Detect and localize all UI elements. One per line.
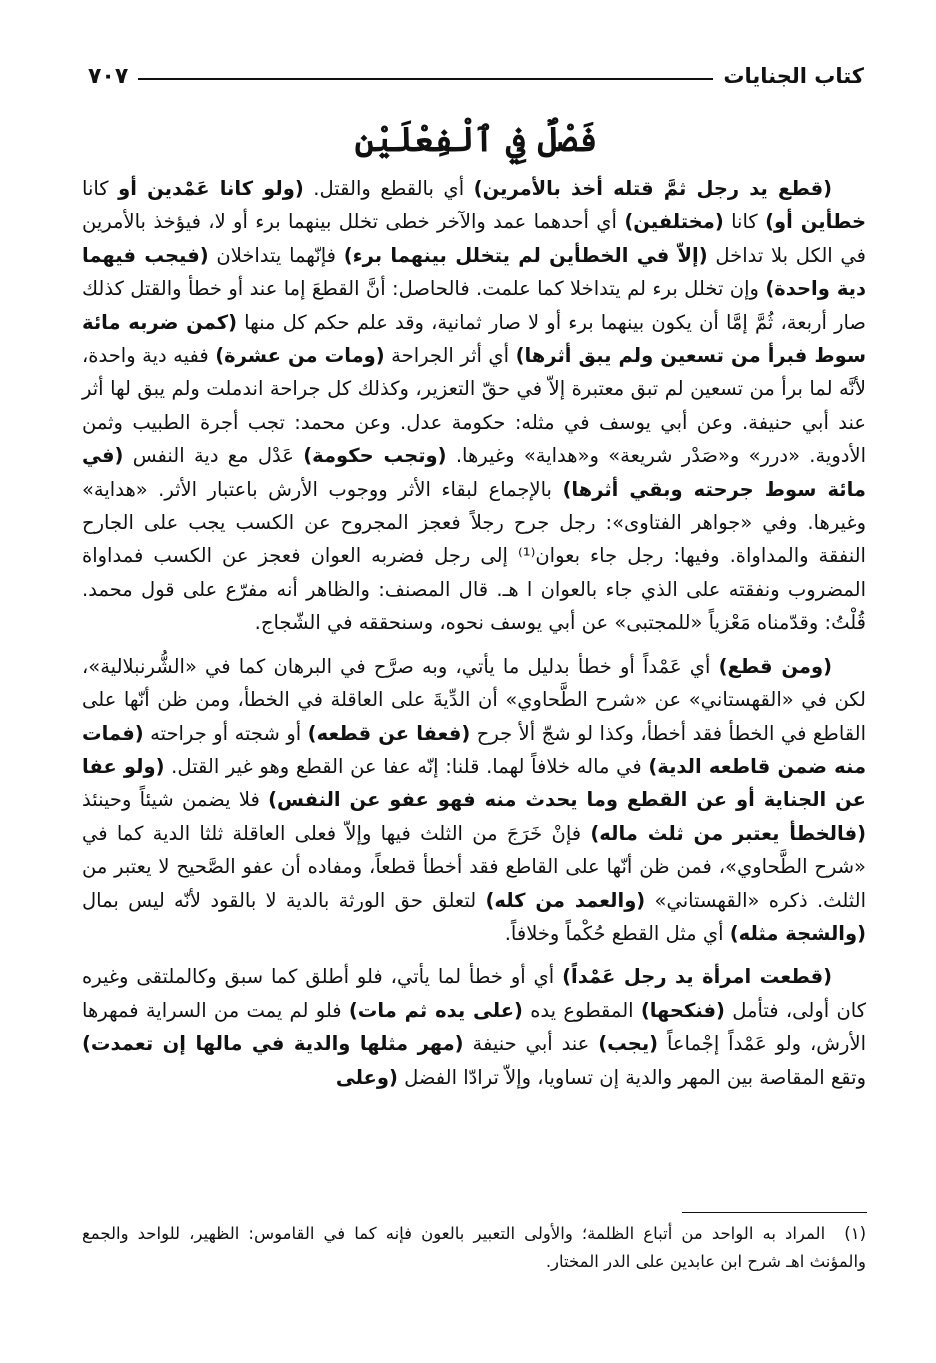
bold-matn-text: (قطع يد رجل ثمَّ قتله أخذ بالأمرين)	[473, 177, 832, 200]
commentary-text: عَدْل مع دية النفس	[123, 444, 304, 468]
bold-matn-text: (ومات من عشرة)	[215, 344, 385, 368]
paragraph	[82, 172, 866, 640]
commentary-text: في ماله خلافاً لهما. قلنا: إنّه عفا عن القطع وهو غير القتل.	[164, 754, 649, 778]
commentary-text: أي أحدهما عمد والآخر خطى تخلل بينهما برء أو لا، فيؤخذ بالأمرين في الكل بلا تداخل	[82, 210, 867, 267]
commentary-text: وتقع المقاصة بين المهر والدية إن تساويا، وإلاّ ترادّا الفضل	[397, 1065, 866, 1089]
commentary-text: أي عَمْداً أو خطأ بدليل ما يأتي، وبه صرَّح في البرهان كما في «الشُّرنبلالية»، لكن في «القهستاني» عن «شرح الطَّحاوي» أن الدِّيةَ على العاقلة في الخطأ، ومن ظن أنّها على القاطع في الخطأ فقد أخطأ، وكذا لو شجّ ألأ جرح	[82, 654, 866, 745]
commentary-text: بالإجماع لبقاء الأثر ووجوب الأرش باعتبار الأثر. «هداية» وغيرها. وفي «جواهر الفتاوى»: رجل جرح رجلاً فعجز المجروح عن الكسب يجب على الجارح النفقة والمداواة. وفيها: رجل جاء بعوان⁽¹⁾ إلى رجل فضربه العوان فعجز عن الكسب فمداواة المضروب ونفقته على الذي جاء بالعوان ا هـ. قال المصنف: والظاهر أنه مفرّع على قول محمد. قُلْتُ: وقدّمناه مَعْزياً «للمجتبى» عن أبي يوسف نحوه، وسنحققه في الشّجاج.	[82, 477, 866, 635]
bold-matn-text: (وتجب حكومة)	[303, 444, 447, 468]
bold-matn-text: (مهر مثلها والدية في مالها إن تعمدت)	[82, 1032, 464, 1056]
commentary-text: أي مثل القطع حُكْماً وخلافاً.	[504, 921, 730, 945]
bold-matn-text: (فيجب فيهما دية واحدة)	[82, 243, 866, 301]
bold-matn-text: (كمن ضربه مائة سوط فبرأ من تسعين ولم يبق أثرها)	[82, 310, 866, 368]
section-title: فَصْلٌ فِي ٱلْفِعْلَيْن	[354, 120, 598, 160]
footnote-marker: (١)	[844, 1224, 866, 1243]
commentary-text: أي أثر الجراحة	[384, 344, 516, 368]
header-rule	[138, 78, 713, 80]
paragraph	[82, 650, 866, 951]
footnote	[82, 1220, 866, 1276]
commentary-text: المقطوع يده	[522, 998, 641, 1022]
commentary-text: كانا	[82, 177, 119, 200]
paragraph	[82, 960, 866, 1094]
commentary-text: فلو لم يمت من السراية فمهرها الأرش، ولو عَمْداً إجْماعاً	[82, 998, 867, 1056]
footnote-separator	[682, 1212, 867, 1213]
bold-matn-text: (والشجة مثله)	[729, 921, 866, 945]
running-header	[88, 58, 864, 94]
page-number: ٧٠٧	[88, 63, 129, 89]
bold-matn-text: (في مائة سوط جرحته وبقي أثرها)	[82, 444, 866, 501]
bold-matn-text: (والعمد من كله)	[485, 888, 646, 912]
commentary-text: أي بالقطع والقتل.	[303, 177, 474, 200]
commentary-text: فإنْ خَرَجَ من الثلث فيها وإلاّ فعلى العاقلة ثلثا الدية كما في «شرح الطَّحاوي»، فمن ظن أنّها على القاطع فقد أخطأ قطعاً، ومفاده أن عفو الصَّحيح لا يعتبر من الثلث. ذكره «القهستاني»	[82, 821, 867, 912]
commentary-text: فلا يضمن شيئاً وحينئذ	[82, 788, 269, 812]
commentary-text: كانا	[723, 210, 766, 234]
bold-matn-text: (ولو كانا عَمْدين أو	[118, 177, 304, 200]
commentary-text: لتعلق حق الورثة بالدية لا بالقود لأنّه ليس بمال	[82, 888, 486, 912]
bold-matn-text: (إلاّ في الخطأين لم يتخلل بينهما برء)	[343, 243, 708, 267]
bold-matn-text: (على يده ثم مات)	[348, 998, 523, 1022]
commentary-text: أو شجته أو جراحته	[143, 721, 308, 745]
bold-matn-text: خطأين أو)	[765, 210, 866, 234]
main-text	[82, 172, 866, 1104]
bold-matn-text: (ومن قطع)	[718, 654, 832, 678]
bold-matn-text: (قطعت امرأة يد رجل عَمْداً)	[562, 965, 832, 989]
commentary-text: فإنّهما يتداخلان	[208, 243, 344, 267]
bold-matn-text: (فمات منه ضمن قاطعه الدية)	[82, 721, 867, 778]
bold-matn-text: (فالخطأ يعتبر من ثلث ماله)	[590, 821, 867, 845]
footnote-text: المراد به الواحد من أتباع الظلمة؛ والأولى التعبير بالعون فإنه كما في القاموس: الظهير، للواحد والجمع والمؤنث اهـ شرح ابن عابدين على الدر المختار.	[82, 1224, 866, 1271]
commentary-text: ففيه دية واحدة، لأنَّه لما برأ من تسعين لم تبق معتبرة إلاّ في حقّ التعزير، وكذلك كل جراحة اندملت ولم يبق لها أثر عند أبي حنيفة. وعن أبي يوسف في مثله: حكومة عدل. وعن محمد: تجب أجرة الطبيب وثمن الأدوية. «درر» و«صَدْر شريعة» و«هداية» وغيرها.	[82, 344, 866, 468]
bold-matn-text: (فنكحها)	[640, 998, 725, 1022]
bold-matn-text: (فعفا عن قطعه)	[307, 721, 471, 745]
bold-matn-text: (يجب)	[598, 1032, 659, 1056]
book-title: كتاب الجنايات	[723, 64, 864, 88]
commentary-text: وإن تخلل برء لم يتداخلا كما علمت. فالحاصل: أنَّ القطعَ إما عند أو خطأ والقتل كذلك صار أربعة، ثُمَّ إمَّا أن يكون بينهما برء أو لا صار ثمانية، وقد علم حكم كل منها	[82, 277, 866, 334]
commentary-text: عند أبي حنيفة	[463, 1032, 599, 1056]
commentary-text: أي أو خطأ لما يأتي، فلو أطلق كما سبق وكالملتقى وغيره كان أولى، فتأمل	[82, 965, 866, 1022]
bold-matn-text: (وعلى	[335, 1065, 398, 1089]
bold-matn-text: (ولو عفا عن الجناية أو عن القطع وما يحدث منه فهو عفو عن النفس)	[82, 754, 866, 812]
bold-matn-text: (مختلفين)	[624, 210, 724, 234]
